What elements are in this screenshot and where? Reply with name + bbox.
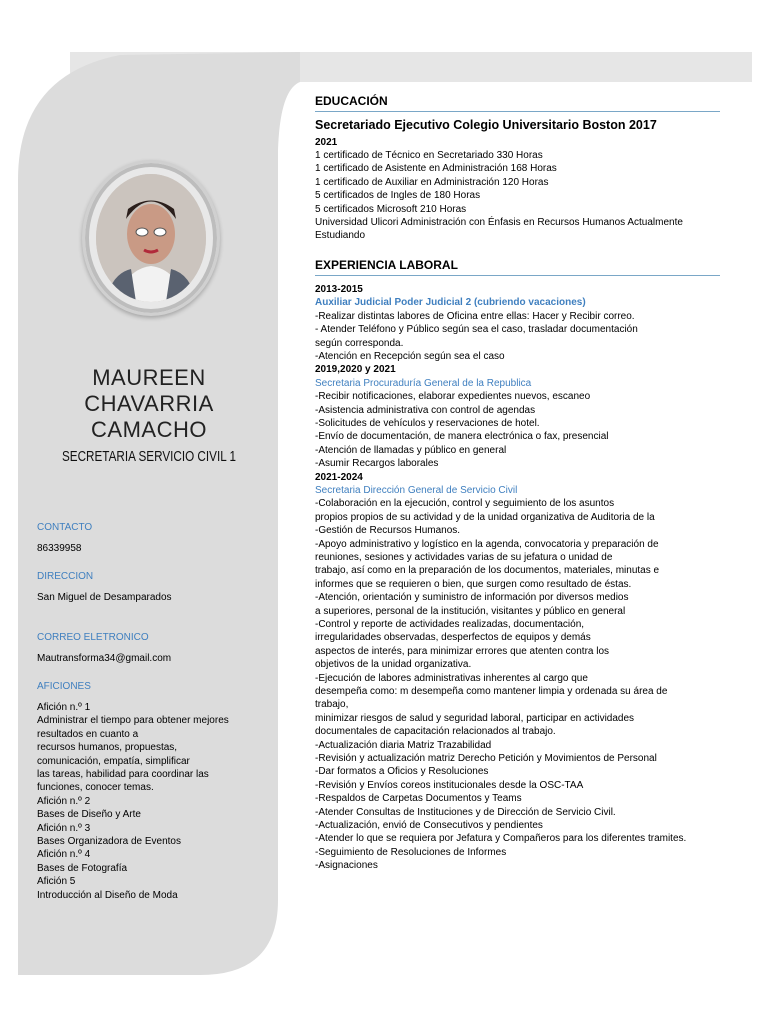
address-value: San Miguel de Desamparados — [37, 592, 172, 603]
education-line: 5 certificados Microsoft 210 Horas — [315, 203, 467, 215]
experience-line: -Revisión y Envíos coreos institucionales desde la OSC-TAA — [315, 779, 584, 791]
hobby-line: las tareas, habilidad para coordinar las — [37, 769, 209, 781]
education-line: 1 certificado de Auxiliar en Administración 120 Horas — [315, 176, 549, 188]
hobby-line: Bases de Diseño y Arte — [37, 809, 141, 821]
experience-line: -Atender lo que se requiera por Jefatura y Compañeros para los diferentes tramites. — [315, 833, 687, 845]
email-value[interactable]: Mautransforma34@gmail.com — [37, 653, 172, 664]
experience-line: aspectos de interés, para minimizar errores que atenten contra los — [315, 645, 610, 657]
experience-heading: EXPERIENCIA LABORAL — [315, 258, 720, 276]
experience-line: documentales de capacitación relacionados al trabajo. — [315, 726, 556, 738]
experience-line: -Ejecución de labores administrativas inherentes al cargo que — [315, 672, 588, 684]
profile-photo-frame — [82, 160, 220, 316]
experience-line: -Atender Consultas de Instituciones y de Dirección de Servicio Civil. — [315, 806, 616, 818]
hobby-line: recursos humanos, propuestas, — [37, 742, 178, 754]
experience-line: 2021-2024 — [315, 471, 363, 483]
experience-line: -Seguimiento de Resoluciones de Informes — [315, 846, 507, 858]
hobby-line: Afición n.º 2 — [37, 795, 91, 807]
hobby-line: Bases Organizadora de Eventos — [37, 836, 181, 848]
experience-line: objetivos de la unidad organizativa. — [315, 659, 472, 671]
email-heading: CORREO ELETRONICO — [37, 632, 149, 643]
experience-line: propios propios de su actividad y de la unidad organizativa de Auditoria de la — [315, 511, 655, 523]
hobby-line: resultados en cuanto a — [37, 728, 139, 740]
experience-line: Secretaria Dirección General de Servicio Civil — [315, 485, 518, 496]
hobbies-list — [37, 701, 267, 902]
experience-line: irregularidades observadas, desperfectos de equipos y demás — [315, 632, 591, 644]
experience-line: 2019,2020 y 2021 — [315, 364, 396, 376]
hobby-line: funciones, conocer temas. — [37, 782, 154, 794]
name-line-2: CHAVARRIA — [84, 391, 214, 416]
hobby-line: comunicación, empatía, simplificar — [37, 755, 190, 767]
experience-line: -Asignaciones — [315, 860, 378, 872]
experience-line: -Recibir notificaciones, elaborar expedientes nuevos, escaneo — [315, 391, 591, 403]
experience-line: a superiores, personal de la institución, visitantes y público en general — [315, 605, 626, 617]
experience-line: -Atención, orientación y suministro de información por diversos medios — [315, 592, 629, 604]
hobby-line: Afición n.º 4 — [37, 849, 91, 861]
experience-line: -Atención en Recepción según sea el caso — [315, 351, 505, 362]
contact-heading: CONTACTO — [37, 522, 93, 533]
experience-line: -Actualización, envió de Consecutivos y pendientes — [315, 820, 543, 831]
hobby-line: Bases de Fotografía — [37, 862, 128, 874]
experience-line: -Envío de documentación, de manera electrónica o fax, presencial — [315, 431, 609, 443]
experience-line: -Solicitudes de vehículos y reservaciones de hotel. — [315, 418, 540, 429]
education-title: Secretariado Ejecutivo Colegio Universitario Boston 2017 — [315, 118, 657, 132]
experience-line: -Apoyo administrativo y logístico en la agenda, convocatoria y preparación de — [315, 538, 659, 550]
experience-line: -Asumir Recargos laborales — [315, 458, 439, 470]
experience-line: desempeña como: m desempeña como mantener limpia y ordenada su área de — [315, 686, 668, 697]
address-heading: DIRECCION — [37, 571, 94, 582]
experience-line: -Actualización diaria Matriz Trazabilidad — [315, 739, 492, 751]
experience-line: trabajo, así como en la preparación de los documentos, materiales, minutas e — [315, 565, 660, 577]
experience-line: informes que se requieren o bien, que surgen como resultado de éstas. — [315, 578, 632, 590]
experience-line: según corresponda. — [315, 337, 404, 349]
experience-line: -Realizar distintas labores de Oficina entre ellas: Hacer y Recibir correo. — [315, 310, 635, 322]
hobby-line: Administrar el tiempo para obtener mejores — [37, 715, 229, 727]
experience-line: -Dar formatos a Oficios y Resoluciones — [315, 766, 489, 778]
experience-line: -Colaboración en la ejecución, control y seguimiento de los asuntos — [315, 498, 615, 510]
experience-line: minimizar riesgos de salud y seguridad laboral, participar en actividades — [315, 712, 635, 724]
name-line-1: MAUREEN — [92, 365, 206, 390]
job-title: SECRETARIA SERVICIO CIVIL 1 — [61, 448, 237, 465]
experience-line: -Revisión y actualización matriz Derecho Petición y Movimientos de Personal — [315, 753, 657, 764]
profile-photo — [96, 174, 206, 302]
contact-phone: 86339958 — [37, 543, 82, 554]
experience-line: Auxiliar Judicial Poder Judicial 2 (cubriendo vacaciones) — [315, 297, 586, 309]
experience-line: -Respaldos de Carpetas Documentos y Teams — [315, 793, 522, 805]
experience-line: Secretaria Procuraduría General de la Republica — [315, 377, 532, 389]
hobby-line: Afición n.º 3 — [37, 822, 91, 834]
name-line-3: CAMACHO — [91, 417, 207, 442]
experience-line: - Atender Teléfono y Público según sea el caso, trasladar documentación — [315, 324, 638, 336]
experience-line: -Control y reporte de actividades realizadas, documentación, — [315, 619, 585, 630]
experience-line: trabajo, — [315, 699, 349, 711]
education-year: 2021 — [315, 137, 338, 148]
education-line: 5 certificados de Ingles de 180 Horas — [315, 190, 481, 202]
education-heading: EDUCACIÓN — [315, 94, 720, 112]
experience-line: 2013-2015 — [315, 284, 363, 295]
portrait-illustration — [96, 174, 206, 302]
education-line: Universidad Ulicori Administración con Énfasis en Recursos Humanos Actualmente — [315, 217, 683, 228]
education-line: Estudiando — [315, 230, 366, 242]
experience-line: -Gestión de Recursos Humanos. — [315, 525, 461, 537]
education-line: 1 certificado de Asistente en Administración 168 Horas — [315, 163, 557, 175]
experience-line: reuniones, sesiones y actividades varias de su jefatura o unidad de — [315, 552, 613, 563]
hobby-line: Introducción al Diseño de Moda — [37, 889, 178, 901]
hobbies-heading: AFICIONES — [37, 681, 91, 692]
education-line: 1 certificado de Técnico en Secretariado 330 Horas — [315, 150, 543, 161]
experience-line: -Atención de llamadas y público en general — [315, 444, 507, 456]
hobby-line: Afición n.º 1 — [37, 702, 91, 713]
hobby-line: Afición 5 — [37, 876, 76, 888]
profile-name — [18, 365, 280, 443]
experience-line: -Asistencia administrativa con control de agendas — [315, 404, 536, 416]
